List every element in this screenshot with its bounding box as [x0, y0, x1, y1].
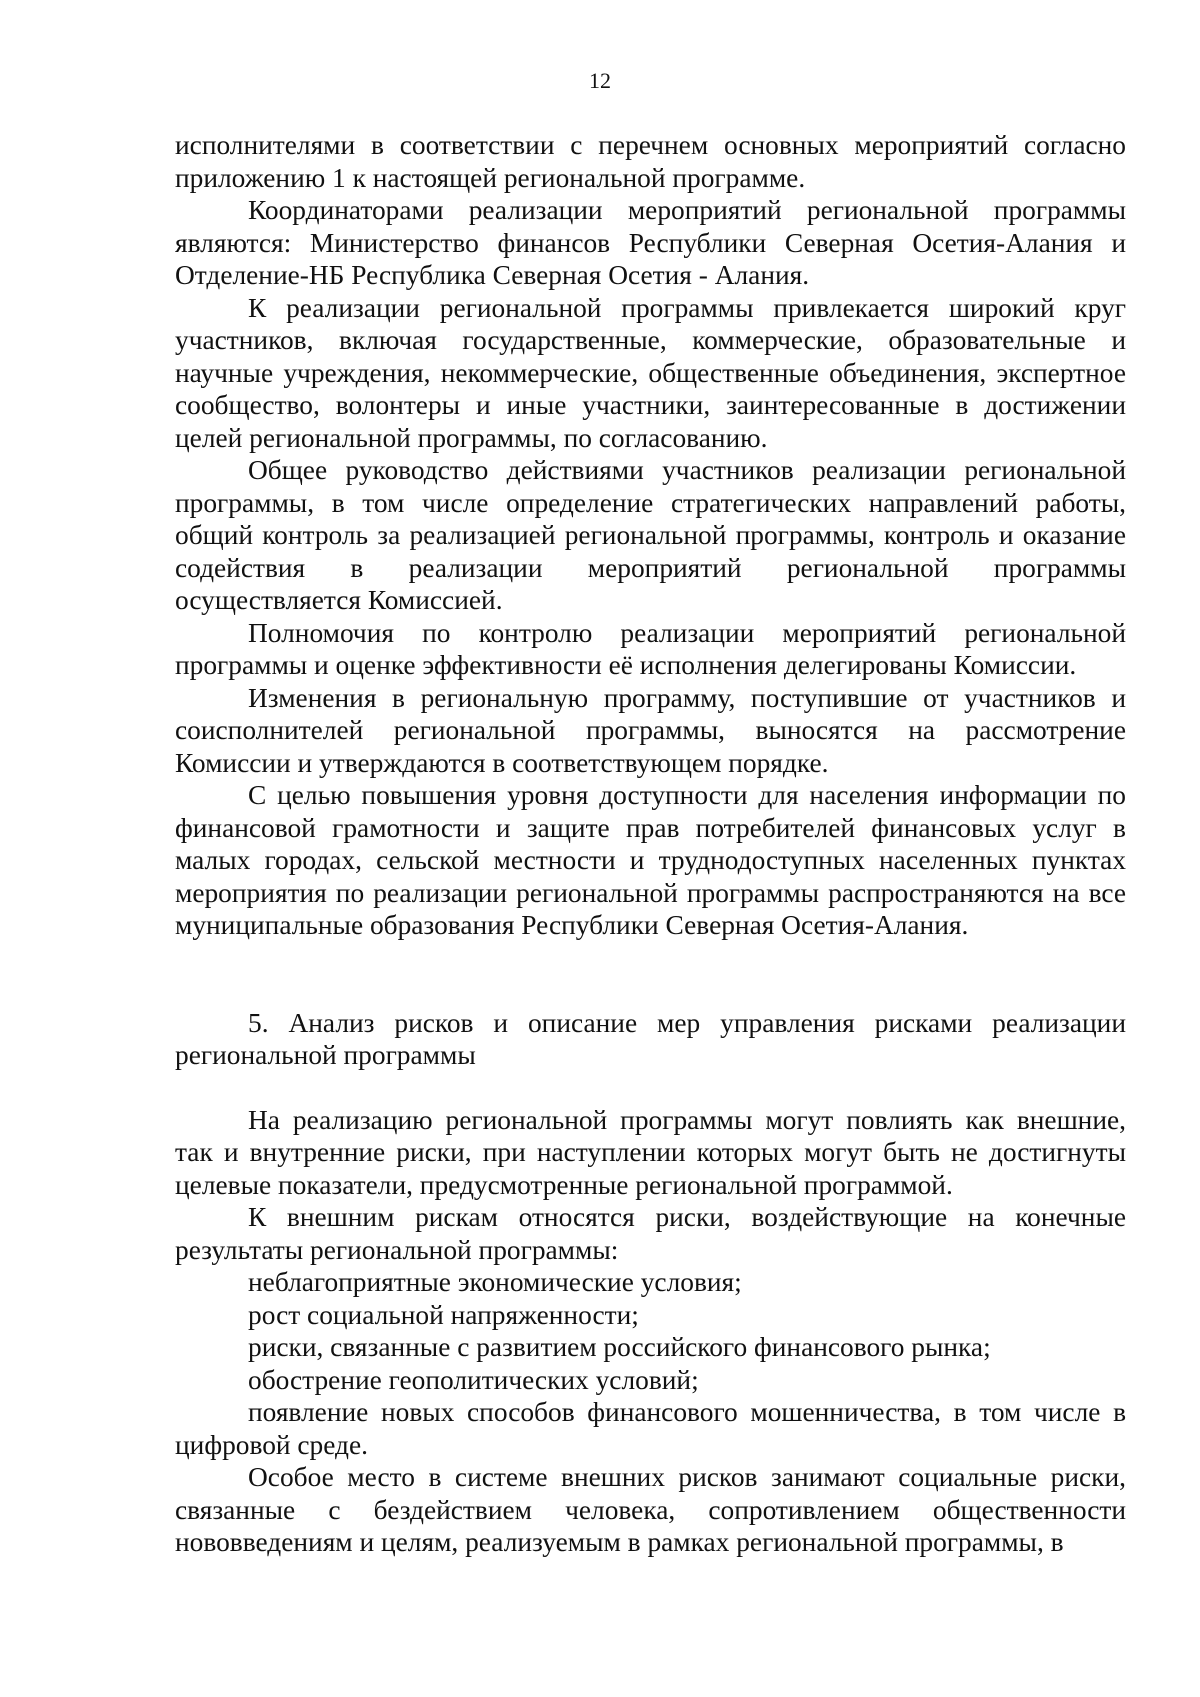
paragraph-continuation: исполнителями в соответствии с перечнем основных мероприятий согласно приложению 1 к настоящей региональной программе.: [175, 130, 1126, 193]
paragraph-accessibility: С целью повышения уровня доступности для населения информации по финансовой грамотности и защите прав потребителей финансовых услуг в малых городах, сельской местности и труднодоступных населенных пунктах мероприятия по реализации региональной программы распространяются на все муниципальные образования Республики Северная Осетия-Алания.: [175, 780, 1126, 940]
page-number: 12: [589, 68, 611, 93]
risk-list-item: неблагоприятные экономические условия;: [248, 1267, 742, 1297]
paragraph-participants: К реализации региональной программы привлекается широкий круг участников, включая государственные, коммерческие, образовательные и научные учреждения, некоммерческие, общественные объединения, экспертное сообщество, волонтеры и иные участники, заинтересованные в достижении целей региональной программы, по согласованию.: [175, 292, 1126, 453]
section-heading: 5. Анализ рисков и описание мер управления рисками реализации региональной программы: [175, 1007, 1126, 1070]
document-body: [175, 129, 1126, 1559]
paragraph-general-management: Общее руководство действиями участников реализации региональной программы, в том числе определение стратегических направлений работы, общий контроль за реализацией региональной программы, контроль и оказание содействия в реализации мероприятий региональной программы осуществляется Комиссией.: [175, 455, 1126, 615]
risk-list-item: появление новых способов финансового мошенничества, в том числе в цифровой среде.: [175, 1397, 1126, 1460]
risk-list-item: рост социальной напряженности;: [248, 1299, 639, 1330]
paragraph-coordinators: Координаторами реализации мероприятий региональной программы являются: Министерство финансов Республики Северная Осетия-Алания и Отделение-НБ Республика Северная Осетия - Алания.: [175, 195, 1126, 290]
risk-list-item: риски, связанные с развитием российского финансового рынка;: [248, 1332, 991, 1362]
paragraph-program-changes: Изменения в региональную программу, поступившие от участников и соисполнителей региональной программы, выносятся на рассмотрение Комиссии и утверждаются в соответствующем порядке.: [175, 682, 1126, 778]
paragraph-risks-intro: На реализацию региональной программы могут повлиять как внешние, так и внутренние риски, при наступлении которых могут быть не достигнуты целевые показатели, предусмотренные региональной программой.: [175, 1104, 1126, 1200]
risk-list-item: обострение геополитических условий;: [248, 1364, 699, 1395]
paragraph-control-powers: Полномочия по контролю реализации мероприятий региональной программы и оценке эффективности её исполнения делегированы Комиссии.: [175, 617, 1126, 680]
paragraph-social-risks: Особое место в системе внешних рисков занимают социальные риски, связанные с бездействием человека, сопротивлением общественности нововведениям и целям, реализуемым в рамках региональной программы, в: [175, 1462, 1126, 1557]
paragraph-external-risks: К внешним рискам относятся риски, воздействующие на конечные результаты региональной программы:: [175, 1202, 1126, 1265]
